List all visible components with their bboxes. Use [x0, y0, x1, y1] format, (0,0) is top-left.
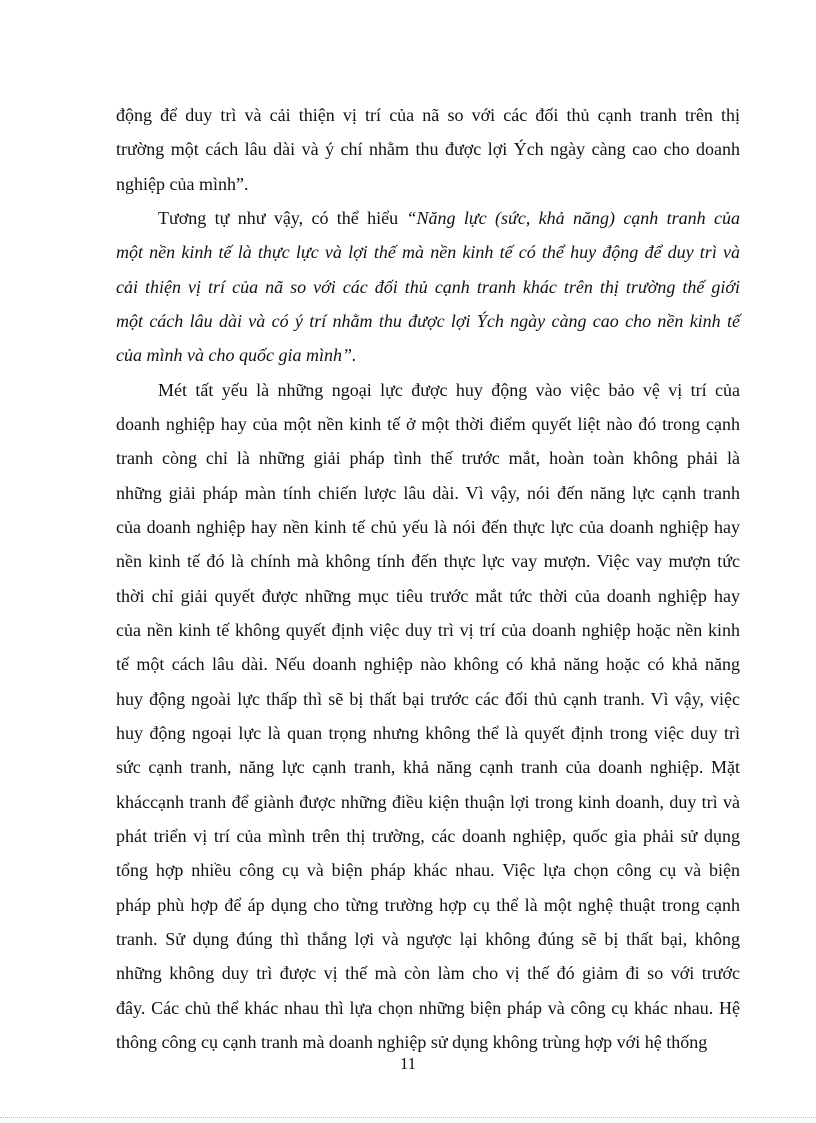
paragraph-3-line-17: tranh. Sử dụng đúng thì thắng lợi và ngược lại không đúng sẽ bị thất bại, không [116, 929, 740, 949]
paragraph-3-line-14: phát triển vị trí của mình trên thị trường, các doanh nghiệp, quốc gia phải sử dụng [116, 826, 740, 846]
paragraph-3-line-18: những không duy trì được vị thế mà còn làm cho vị thế đó giảm đi so với trước [116, 963, 740, 983]
paragraph-3-line-19: đây. Các chủ thể khác nhau thì lựa chọn những biện pháp và công cụ khác nhau. Hệ [116, 998, 740, 1018]
page-bottom-divider [0, 1117, 816, 1118]
paragraph-2-quote-start: “Năng lực (sức, khả năng) cạnh tranh của [406, 208, 740, 228]
paragraph-2-line-5: của mình và cho quốc gia mình”. [116, 345, 357, 365]
paragraph-3-line-10: huy động ngoài lực thấp thì sẽ bị thất bại trước các đối thủ cạnh tranh. Vì vậy, việc [116, 689, 740, 709]
paragraph-3-line-12: sức cạnh tranh, năng lực cạnh tranh, khả năng cạnh tranh của doanh nghiệp. Mặt [116, 757, 740, 777]
paragraph-3-line-2: doanh nghiệp hay của một nền kinh tế ở một thời điểm quyết liệt nào đó trong cạnh [116, 414, 740, 434]
paragraph-2-line-2: một nền kinh tế là thực lực và lợi thế mà nền kinh tế có thể huy động để duy trì và [116, 242, 740, 262]
paragraph-3-line-6: nền kinh tế đó là chính mà không tính đến thực lực vay mượn. Việc vay mượn tức [116, 551, 740, 571]
paragraph-2-line-4: một cách lâu dài và có ý trí nhằm thu được lợi Ých ngày càng cao cho nền kinh tế [116, 311, 740, 331]
paragraph-3-line-1: Mét tất yếu là những ngoại lực được huy động vào việc bảo vệ vị trí của [158, 380, 740, 400]
paragraph-3-line-3: tranh còng chỉ là những giải pháp tình thế trước mắt, hoàn toàn không phải là [116, 448, 740, 468]
paragraph-2-line-3: cải thiện vị trí của nã so với các đối thủ cạnh tranh khác trên thị trường thế giới [116, 277, 740, 297]
page-number: 11 [399, 1054, 417, 1073]
paragraph-3-line-13: kháccạnh tranh để giành được những điều kiện thuận lợi trong kinh doanh, duy trì và [116, 792, 740, 812]
paragraph-2-line-1 [158, 206, 740, 230]
paragraph-3-line-15: tổng hợp nhiều công cụ và biện pháp khác nhau. Việc lựa chọn công cụ và biện [116, 860, 740, 880]
paragraph-3-line-7: thời chỉ giải quyết được những mục tiêu trước mắt tức thời của doanh nghiệp hay [116, 586, 740, 606]
paragraph-3-line-11: huy động ngoại lực là quan trọng nhưng không thể là quyết định trong việc duy trì [116, 723, 740, 743]
paragraph-1-line-3: nghiệp của mình”. [116, 174, 249, 194]
paragraph-1-line-1: động để duy trì và cải thiện vị trí của nã so với các đối thủ cạnh tranh trên thị [116, 105, 740, 125]
paragraph-3-line-16: pháp phù hợp để áp dụng cho từng trường hợp cụ thể là một nghệ thuật trong cạnh [116, 895, 740, 915]
paragraph-3-line-20: thông công cụ cạnh tranh mà doanh nghiệp sử dụng không trùng hợp với hệ thống [116, 1032, 708, 1052]
paragraph-3-line-4: những giải pháp màn tính chiến lược lâu dài. Vì vậy, nói đến năng lực cạnh tranh [116, 483, 740, 503]
paragraph-1-line-2: trường một cách lâu dài và ý chí nhằm thu được lợi Ých ngày càng cao cho doanh [116, 139, 740, 159]
paragraph-2-lead: Tương tự như vậy, có thể hiểu [158, 208, 407, 228]
paragraph-3-line-9: tế một cách lâu dài. Nếu doanh nghiệp nào không có khả năng hoặc có khả năng [116, 654, 740, 674]
paragraph-3-line-8: của nền kinh tế không quyết định việc duy trì vị trí của doanh nghiệp hoặc nền kinh [116, 620, 740, 640]
paragraph-3-line-5: của doanh nghiệp hay nền kinh tế chủ yếu là nói đến thực lực của doanh nghiệp hay [116, 517, 740, 537]
